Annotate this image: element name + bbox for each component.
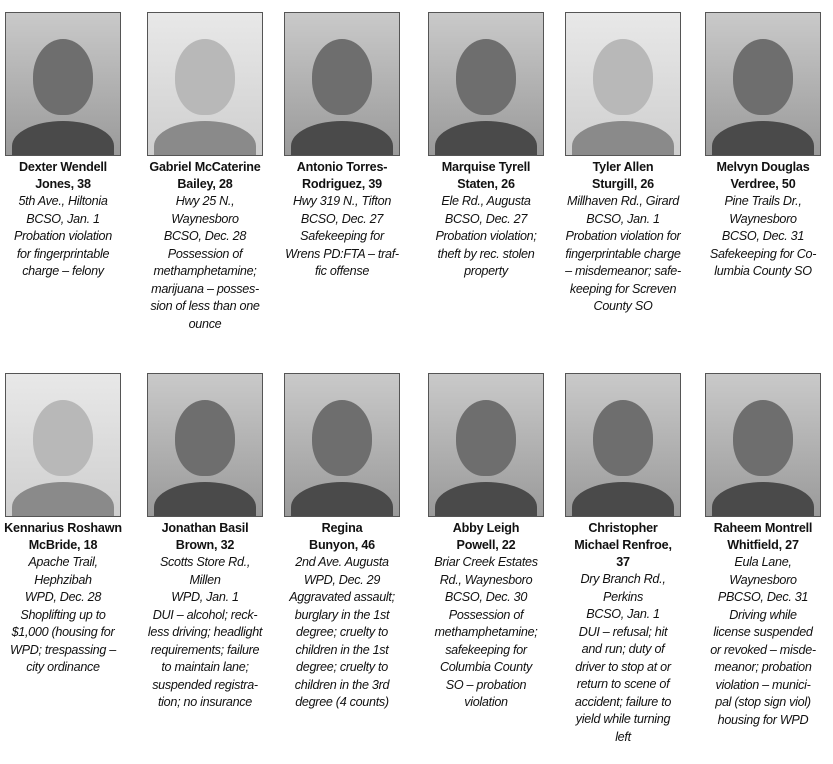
inmate-detail-line: Hwy 25 N., — [175, 194, 235, 208]
inmate-card — [0, 12, 132, 281]
inmate-name-line: Abby Leigh — [452, 521, 520, 535]
mugshot-head — [33, 400, 93, 476]
inmate-detail-line: County SO — [593, 299, 653, 313]
inmate-detail-line: yield while turning — [575, 712, 671, 726]
inmate-detail-line: 5th Ave., Hiltonia — [18, 194, 108, 208]
inmate-detail-line: BCSO, Dec. 31 — [721, 229, 805, 243]
inmate-detail-line: Dry Branch Rd., — [580, 572, 666, 586]
inmate-name-line: Michael Renfroe, — [574, 538, 672, 552]
mugshot-shoulders — [712, 121, 814, 156]
inmate-detail-line: Millen — [189, 572, 221, 587]
inmate-card — [273, 12, 411, 281]
inmate-detail-line: pal (stop sign viol) — [715, 695, 811, 709]
inmate-detail-line: ounce — [188, 316, 222, 331]
inmate-detail-line: meanor; probation — [714, 660, 812, 674]
inmate-detail-line: WPD; trespassing – — [10, 642, 116, 657]
inmate-detail-line: theft by rec. stolen — [437, 246, 535, 261]
inmate-details — [554, 571, 692, 746]
inmate-name — [0, 159, 132, 193]
mugshot-shoulders — [435, 482, 537, 517]
mugshot-photo — [565, 12, 681, 156]
inmate-details — [694, 193, 832, 281]
inmate-detail-line: WPD, Dec. 28 — [24, 590, 102, 604]
inmate-detail-line: Wrens PD:FTA – traf- — [285, 246, 399, 261]
inmate-name-line: Verdree, 50 — [730, 177, 796, 191]
inmate-name-line: Sturgill, 26 — [592, 177, 654, 191]
mugshot-shoulders — [712, 482, 814, 517]
mugshot-photo — [284, 12, 400, 156]
inmate-detail-line: burglary in the 1st — [294, 607, 390, 622]
inmate-detail-line: Possession of — [167, 246, 243, 261]
mugshot-photo — [147, 12, 263, 156]
inmate-name — [0, 520, 132, 554]
inmate-detail-line: fingerprintable charge — [565, 246, 681, 261]
inmate-detail-line: accident; failure to — [574, 694, 672, 709]
mugshot-head — [33, 39, 93, 115]
mugshot-head — [733, 39, 793, 115]
inmate-details — [554, 193, 692, 316]
mugshot-shoulders — [154, 121, 256, 156]
inmate-detail-line: SO – probation — [445, 677, 527, 692]
mugshot-photo — [705, 12, 821, 156]
inmate-detail-line: Waynesboro — [729, 572, 797, 587]
inmate-name-line: Kennarius Roshawn — [4, 521, 122, 535]
inmate-name — [136, 159, 274, 193]
inmate-detail-line: PBCSO, Dec. 31 — [717, 590, 809, 604]
inmate-detail-line: requirements; failure — [150, 642, 260, 657]
inmate-card — [417, 12, 555, 281]
inmate-detail-line: Scotts Store Rd., — [159, 555, 251, 569]
inmate-detail-line: $1,000 (housing for — [11, 625, 115, 639]
inmate-name-line: Dexter Wendell — [19, 160, 107, 174]
inmate-detail-line: Probation violation — [14, 229, 112, 243]
inmate-detail-line: tion; no insurance — [157, 695, 253, 709]
inmate-name — [136, 520, 274, 554]
inmate-detail-line: Waynesboro — [171, 211, 239, 226]
inmate-name-line: Jonathan Basil — [161, 521, 249, 535]
mugshot-photo — [284, 373, 400, 517]
inmate-detail-line: degree; cruelty to — [296, 660, 388, 674]
inmate-name — [273, 159, 411, 193]
mugshot-shoulders — [291, 482, 393, 517]
inmate-detail-line: BCSO, Jan. 1 — [26, 211, 100, 226]
inmate-detail-line: safekeeping for — [445, 642, 527, 657]
inmate-name — [554, 159, 692, 193]
mugshot-head — [456, 400, 516, 476]
inmate-name-line: Melvyn Douglas — [716, 160, 810, 174]
inmate-card — [554, 373, 692, 746]
mugshot-shoulders — [572, 482, 674, 517]
inmate-name — [694, 520, 832, 554]
inmate-name-line: Gabriel McCaterine — [149, 160, 261, 174]
inmate-detail-line: Millhaven Rd., Girard — [567, 194, 679, 208]
inmate-name — [273, 520, 411, 554]
inmate-name — [694, 159, 832, 193]
inmate-detail-line: Hwy 319 N., Tifton — [292, 194, 392, 208]
inmate-card — [417, 373, 555, 712]
inmate-detail-line: DUI – refusal; hit — [578, 624, 668, 639]
inmate-details — [273, 193, 411, 281]
inmate-detail-line: degree (4 counts) — [295, 695, 389, 709]
inmate-detail-line: Columbia County — [439, 660, 533, 674]
inmate-details — [0, 554, 132, 677]
mugshot-head — [175, 400, 235, 476]
inmate-detail-line: BCSO, Jan. 1 — [586, 211, 660, 226]
mugshot-head — [456, 39, 516, 115]
mugshot-shoulders — [12, 121, 114, 156]
inmate-detail-line: Probation violation for — [565, 229, 681, 243]
inmate-card — [136, 12, 274, 333]
mugshot-photo — [5, 12, 121, 156]
mugshot-head — [593, 400, 653, 476]
inmate-detail-line: to maintain lane; — [161, 660, 249, 674]
inmate-detail-line: Shoplifting up to — [20, 607, 106, 622]
inmate-detail-line: methamphetamine; — [153, 264, 257, 278]
inmate-name-line: Bailey, 28 — [177, 177, 233, 191]
inmate-detail-line: Driving while — [729, 607, 797, 622]
inmate-detail-line: Briar Creek Estates — [434, 555, 538, 569]
mugshot-photo — [565, 373, 681, 517]
inmate-card — [694, 12, 832, 281]
inmate-detail-line: less driving; headlight — [147, 625, 263, 639]
inmate-detail-line: violation — [464, 695, 508, 709]
inmate-card — [136, 373, 274, 712]
inmate-detail-line: Perkins — [603, 589, 643, 604]
inmate-detail-line: housing for WPD — [717, 712, 809, 727]
mugshot-photo — [705, 373, 821, 517]
inmate-name — [417, 159, 555, 193]
inmate-name — [417, 520, 555, 554]
inmate-detail-line: BCSO, Dec. 27 — [300, 211, 384, 226]
inmate-detail-line: – misdemeanor; safe- — [565, 264, 681, 278]
mugshot-head — [593, 39, 653, 115]
inmate-detail-line: BCSO, Dec. 27 — [444, 211, 528, 226]
inmate-name-line: McBride, 18 — [28, 538, 98, 552]
inmate-name-line: Brown, 32 — [175, 538, 235, 552]
mugshot-head — [312, 400, 372, 476]
mugshot-shoulders — [435, 121, 537, 156]
inmate-detail-line: property — [464, 264, 508, 278]
inmate-card — [0, 373, 132, 677]
mugshot-head — [175, 39, 235, 115]
inmate-name-line: Staten, 26 — [457, 177, 515, 191]
mugshot-shoulders — [154, 482, 256, 517]
inmate-name-line: Marquise Tyrell — [441, 160, 531, 174]
inmate-details — [273, 554, 411, 712]
inmate-details — [417, 554, 555, 712]
inmate-detail-line: keeping for Screven — [569, 281, 677, 296]
inmate-detail-line: 2nd Ave. Augusta — [295, 555, 389, 569]
inmate-detail-line: left — [615, 729, 631, 744]
inmate-name-line: Raheem Montrell — [713, 521, 813, 535]
inmate-detail-line: and run; duty of — [581, 642, 665, 656]
inmate-name-line: Whitfield, 27 — [727, 538, 799, 552]
inmate-detail-line: Safekeeping for — [300, 229, 384, 243]
inmate-name-line: 37 — [616, 555, 630, 569]
inmate-name-line: Bunyon, 46 — [309, 538, 375, 552]
inmate-detail-line: Eula Lane, — [734, 555, 792, 569]
mugshot-shoulders — [291, 121, 393, 156]
inmate-detail-line: BCSO, Dec. 30 — [444, 590, 528, 604]
inmate-detail-line: Rd., Waynesboro — [439, 572, 533, 587]
mugshot-photo — [147, 373, 263, 517]
mugshot-shoulders — [12, 482, 114, 517]
inmate-detail-line: or revoked – misde- — [710, 642, 816, 657]
inmate-detail-line: driver to stop at or — [575, 659, 671, 674]
inmate-detail-line: Pine Trails Dr., — [724, 194, 802, 208]
inmate-detail-line: Probation violation; — [435, 229, 537, 243]
inmate-detail-line: Possession of — [448, 607, 524, 622]
inmate-detail-line: Ele Rd., Augusta — [441, 194, 531, 208]
inmate-detail-line: license suspended — [713, 625, 813, 639]
inmate-detail-line: BCSO, Jan. 1 — [586, 607, 660, 621]
mugshot-shoulders — [572, 121, 674, 156]
inmate-name — [554, 520, 692, 571]
inmate-name-line: Powell, 22 — [456, 538, 516, 552]
inmate-details — [136, 193, 274, 333]
inmate-detail-line: Aggravated assault; — [289, 590, 395, 604]
inmate-detail-line: return to scene of — [576, 677, 670, 691]
inmate-name-line: Antonio Torres- — [296, 160, 388, 174]
inmate-detail-line: Waynesboro — [729, 211, 797, 226]
inmate-detail-line: BCSO, Dec. 28 — [163, 229, 247, 243]
inmate-detail-line: for fingerprintable — [16, 246, 110, 261]
inmate-name-line: Jones, 38 — [35, 177, 91, 191]
inmate-card — [554, 12, 692, 316]
inmate-name-line: Rodriguez, 39 — [302, 177, 382, 191]
inmate-name-line: Regina — [321, 521, 363, 535]
inmate-details — [417, 193, 555, 281]
inmate-detail-line: methamphetamine; — [434, 625, 538, 639]
inmate-detail-line: Hephzibah — [34, 572, 92, 587]
inmate-detail-line: suspended registra- — [152, 677, 258, 692]
inmate-card — [694, 373, 832, 729]
inmate-detail-line: lumbia County SO — [714, 264, 812, 278]
mugshot-head — [733, 400, 793, 476]
inmate-detail-line: children in the 1st — [295, 642, 389, 657]
mugshot-head — [312, 39, 372, 115]
inmate-detail-line: children in the 3rd — [294, 677, 390, 692]
inmate-detail-line: Safekeeping for Co- — [709, 246, 817, 261]
inmate-detail-line: marijuana – posses- — [151, 281, 259, 296]
inmate-detail-line: sion of less than one — [150, 299, 260, 313]
inmate-detail-line: charge – felony — [22, 264, 104, 278]
inmate-name-line: Tyler Allen — [592, 160, 654, 174]
inmate-detail-line: Apache Trail, — [28, 555, 98, 569]
inmate-name-line: Christopher — [588, 521, 658, 535]
inmate-detail-line: fic offense — [314, 264, 370, 278]
inmate-detail-line: city ordinance — [26, 660, 100, 674]
inmate-details — [0, 193, 132, 281]
mugshot-photo — [428, 12, 544, 156]
mugshot-photo — [428, 373, 544, 517]
inmate-details — [136, 554, 274, 712]
inmate-card — [273, 373, 411, 712]
mugshot-photo — [5, 373, 121, 517]
inmate-details — [694, 554, 832, 729]
inmate-detail-line: degree; cruelty to — [296, 625, 388, 639]
inmate-detail-line: WPD, Dec. 29 — [303, 572, 381, 587]
inmate-detail-line: violation – munici- — [715, 677, 811, 692]
inmate-detail-line: DUI – alcohol; reck- — [152, 607, 258, 622]
inmate-detail-line: WPD, Jan. 1 — [171, 590, 239, 604]
